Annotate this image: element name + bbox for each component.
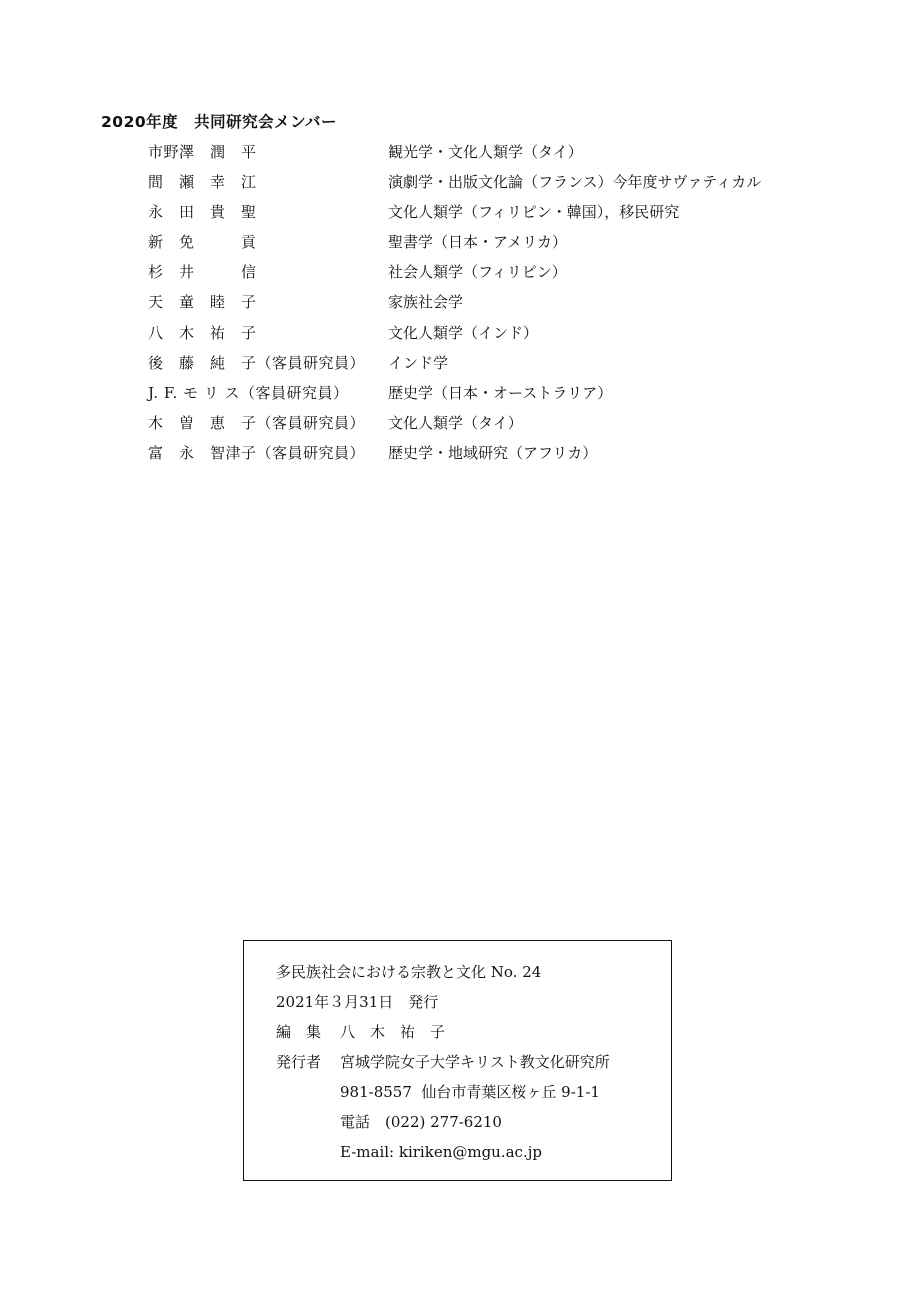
member-field: 歴史学（日本・オーストラリア）: [388, 383, 613, 402]
member-row: [148, 381, 868, 411]
member-field: 家族社会学: [388, 293, 464, 312]
member-name: 新 免 貢: [148, 233, 257, 252]
member-row: [148, 230, 868, 260]
member-row: [148, 351, 868, 381]
member-field: 文化人類学（インド）: [388, 323, 539, 342]
member-field: 聖書学（日本・アメリカ）: [388, 233, 567, 252]
publisher-email: E-mail: kiriken@mgu.ac.jp: [340, 1143, 542, 1161]
member-name: 木 曽 恵 子（客員研究員）: [148, 413, 366, 432]
member-name: J. F. モ リ ス（客員研究員）: [148, 383, 349, 402]
publisher-name: 宮城学院女子大学キリスト教文化研究所: [340, 1053, 610, 1071]
member-name: 間 瀬 幸 江: [148, 173, 257, 192]
member-field: 文化人類学（タイ）: [388, 413, 523, 432]
member-name: 天 童 睦 子: [148, 293, 257, 312]
member-field: 文化人類学（フィリピン・韓国），移民研究: [388, 203, 680, 222]
publisher-address: 981-8557 仙台市青葉区桜ヶ丘 9-1-1: [340, 1083, 600, 1101]
member-name: 永 田 貴 聖: [148, 203, 257, 222]
publication-title: 多民族社会における宗教と文化 No. 24: [276, 963, 542, 981]
member-field: 観光学・文化人類学（タイ）: [388, 143, 583, 161]
member-row: [148, 321, 868, 351]
member-field: 演劇学・出版文化論（フランス）今年度サヴァティカル: [388, 173, 762, 192]
member-field: 歴史学・地域研究（アフリカ）: [388, 443, 598, 462]
page-heading: 2020年度 共同研究会メンバー: [101, 113, 338, 131]
editor-name: 八 木 祐 子: [340, 1023, 446, 1041]
member-name: 富 永 智津子（客員研究員）: [148, 443, 366, 462]
member-field: 社会人類学（フィリピン）: [388, 263, 567, 282]
member-name: 杉 井 信: [148, 263, 257, 282]
editor-label: 編 集: [276, 1023, 322, 1041]
member-name: 市野澤 潤 平: [148, 143, 257, 161]
member-row: [148, 200, 868, 230]
member-name: 八 木 祐 子: [148, 323, 257, 342]
publisher-label: 発行者: [276, 1053, 322, 1071]
member-row: [148, 411, 868, 441]
member-row: [148, 170, 868, 200]
member-field: インド学: [388, 353, 449, 372]
publisher-phone: 電話 (022) 277-6210: [340, 1113, 502, 1131]
publication-date: 2021年３月31日 発行: [276, 993, 439, 1011]
colophon-box: [243, 940, 672, 1181]
member-list: [148, 140, 868, 471]
member-row: [148, 441, 868, 471]
member-row: [148, 260, 868, 290]
member-row: [148, 290, 868, 320]
member-row: [148, 140, 868, 170]
member-name: 後 藤 純 子（客員研究員）: [148, 353, 366, 372]
